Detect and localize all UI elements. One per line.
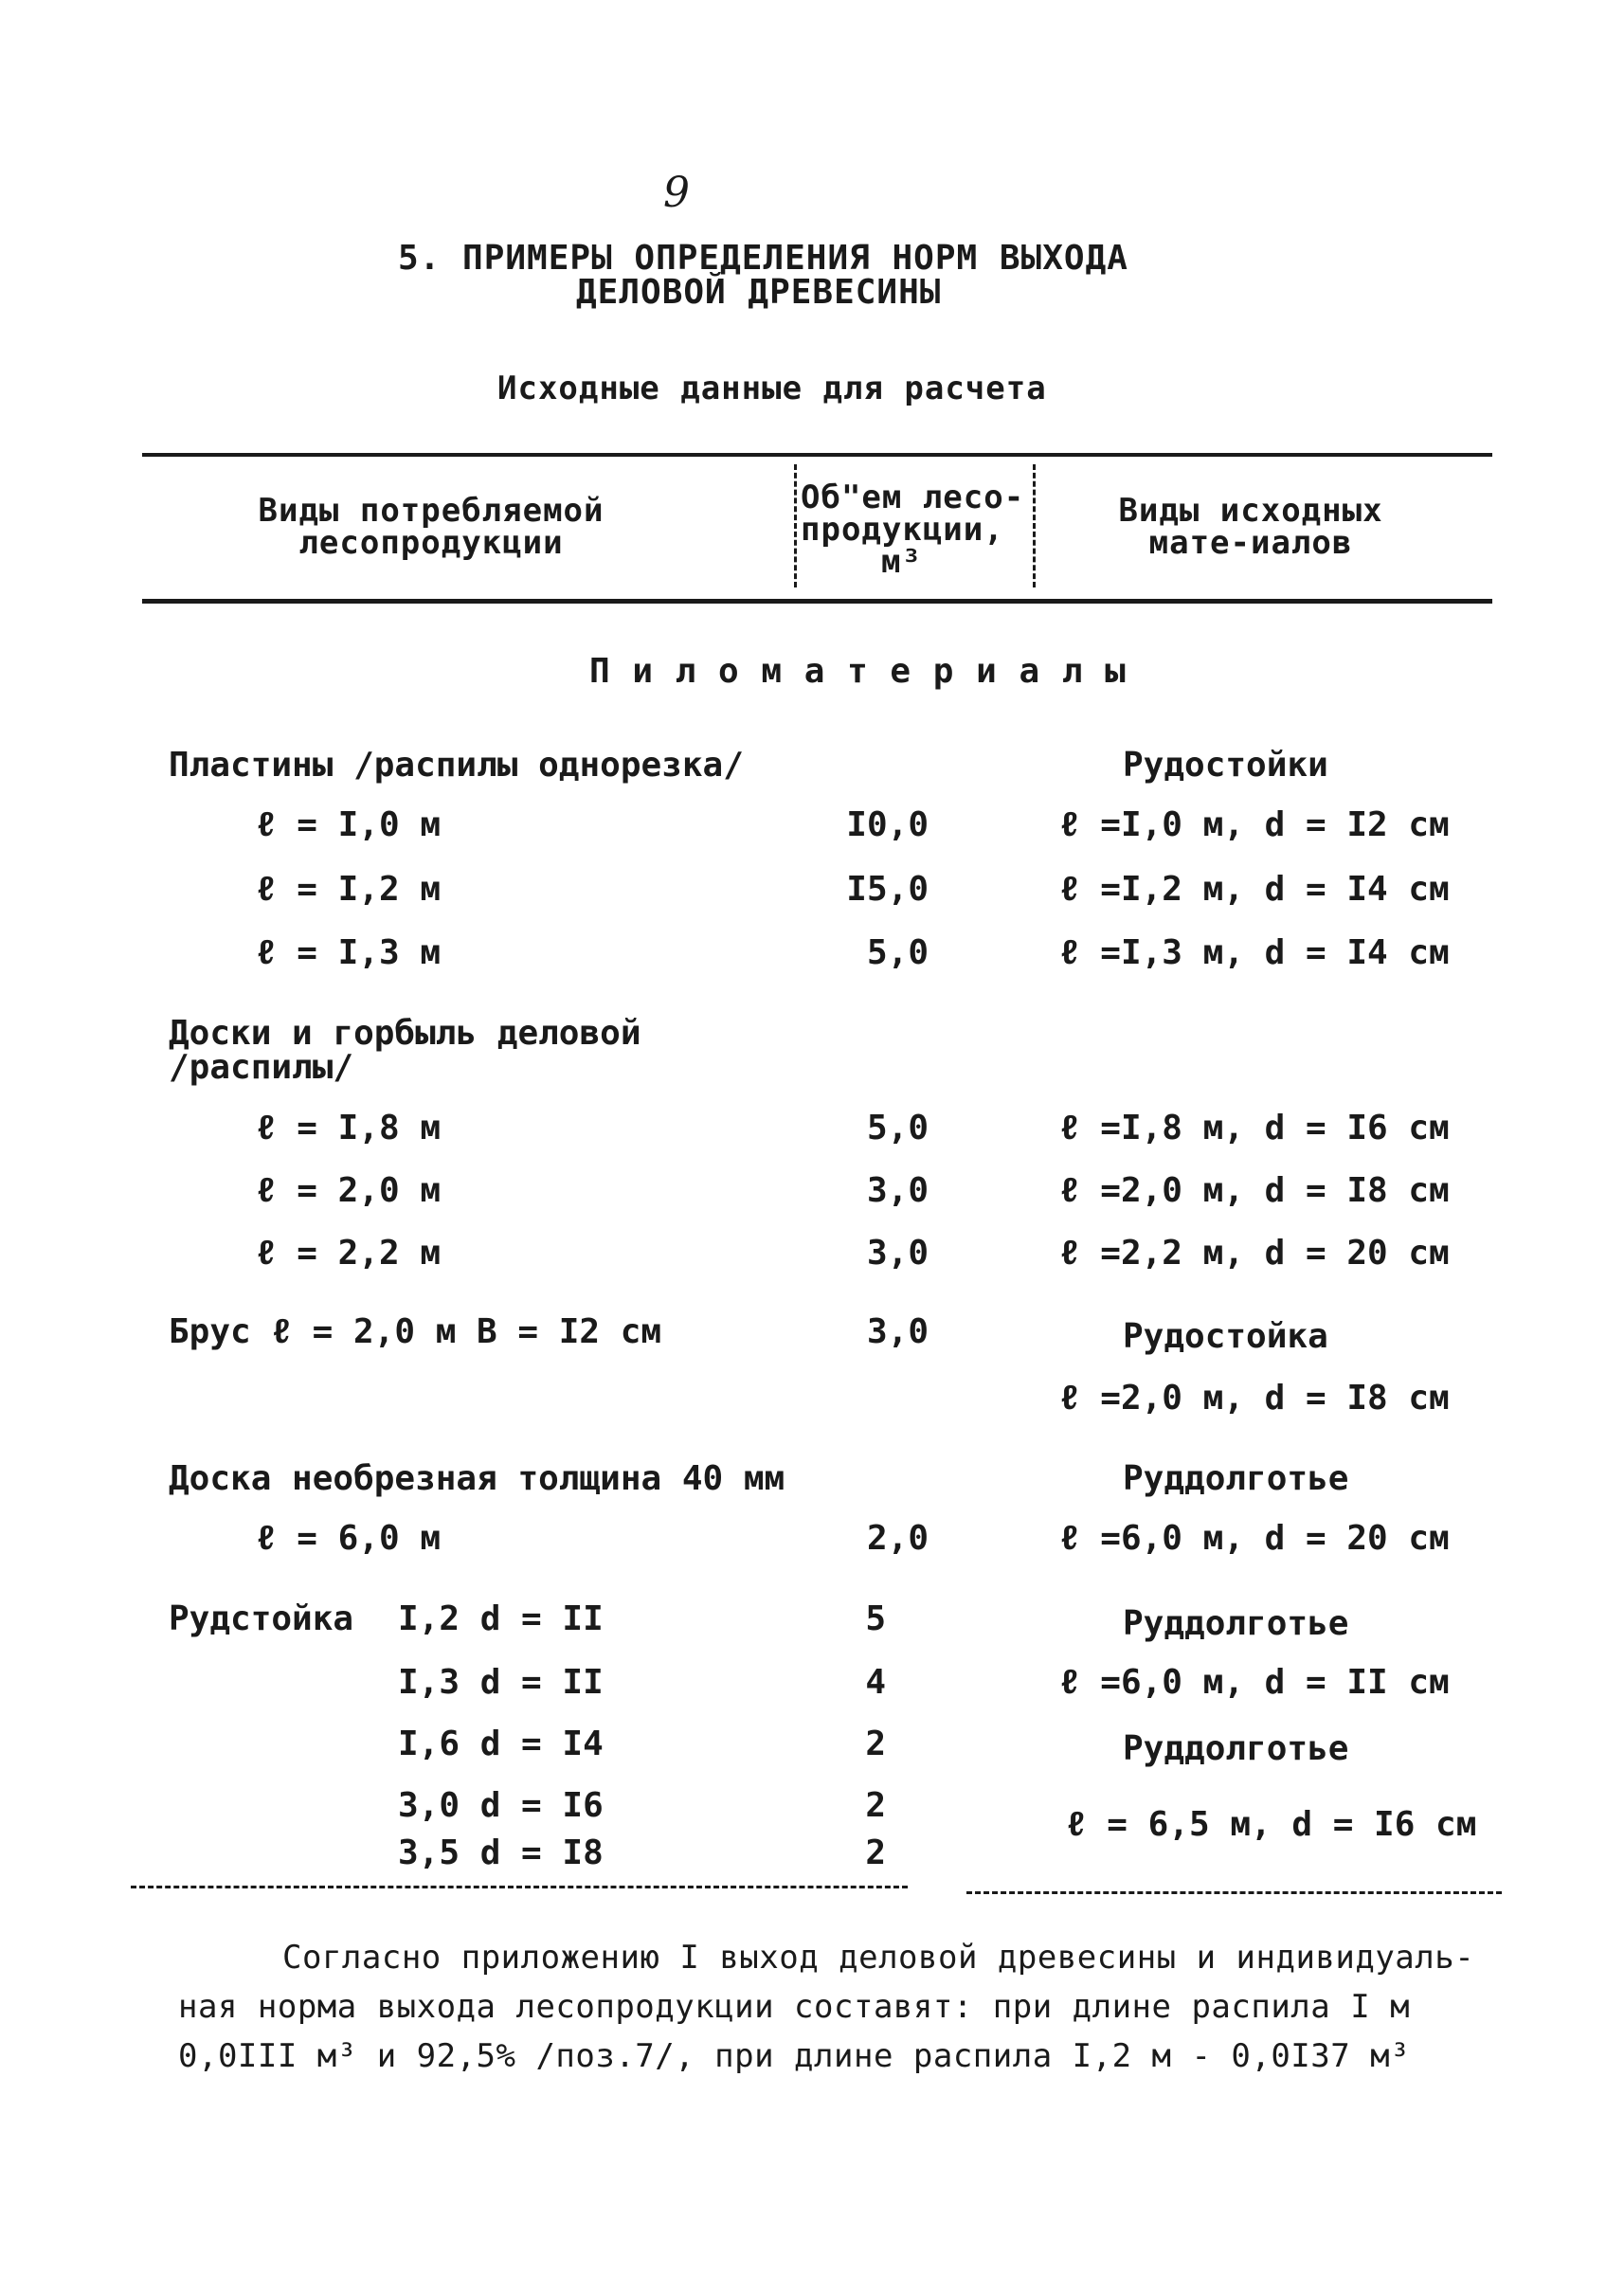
header-col-materials-line2: мате-иалов [1148,524,1353,562]
row-1-volume: I0,0 [846,805,929,844]
row-prop-5-spec: 3,5 d = I8 [398,1833,604,1872]
row-1-length: ℓ = I,0 м [256,805,441,844]
row-unedged-board-label: Доска необрезная толщина 40 мм [169,1459,785,1498]
conclusion-paragraph [178,1933,1474,2081]
row-7-material: ℓ =6,0 м, d = 20 см [1059,1519,1450,1558]
header-col-volume-line2: продукции, [801,511,1004,549]
header-col-products-line1: Виды потребляемой [258,492,604,530]
row-6-length: ℓ = 2,2 м [256,1234,441,1273]
row-3-material: ℓ =I,3 м, d = I4 см [1059,933,1450,972]
header-col-products [218,492,644,562]
header-separator-right [1033,464,1036,587]
row-4-volume: 5,0 [866,1109,929,1147]
header-col-volume-line3: м³ [881,543,922,581]
row-prop-3-spec: I,6 d = I4 [398,1725,604,1763]
title-line-2: ДЕЛОВОЙ ДРЕВЕСИНЫ [576,273,942,312]
row-beam-label: Брус ℓ = 2,0 м B = I2 см [169,1312,662,1351]
row-prop-3-volume: 2 [865,1725,886,1763]
title-line-1: 5. ПРИМЕРЫ ОПРЕДЕЛЕНИЯ НОРМ ВЫХОДА [398,239,1128,278]
row-7-volume: 2,0 [866,1519,929,1558]
row-plates-label: Пластины /распилы однорезка/ [169,746,744,785]
row-5-material: ℓ =2,0 м, d = I8 см [1059,1171,1450,1210]
table-bottom-rule-right [966,1891,1502,1894]
row-6-material: ℓ =2,2 м, d = 20 см [1059,1234,1450,1273]
row-boards-label-line1: Доски и горбыль деловой [169,1014,641,1053]
row-1-material: ℓ =I,0 м, d = I2 см [1059,805,1450,844]
row-unedged-board-material: Руддолготье [1123,1459,1349,1498]
header-col-products-line2: лесопродукции [298,524,564,562]
row-2-material: ℓ =I,2 м, d = I4 см [1059,870,1450,909]
header-col-volume-line1: Об"ем лесо- [801,479,1025,516]
header-col-volume [801,479,1028,581]
header-col-materials-line1: Виды исходных [1118,492,1383,530]
row-4-material: ℓ =I,8 м, d = I6 см [1059,1109,1450,1147]
paragraph-line-3: 0,0III м³ и 92,5% /поз.7/, при длине распила I,2 м - 0,0I37 м³ [178,2037,1411,2075]
row-prop-2-spec: I,3 d = II [398,1663,604,1702]
row-2-volume: I5,0 [846,870,929,909]
section-heading: П и л о м а т е р и а л ы [589,652,1127,691]
row-prop-label: Рудстойка [169,1599,354,1638]
row-7-length: ℓ = 6,0 м [256,1519,441,1558]
table-bottom-rule-left [131,1886,908,1888]
subtitle: Исходные данные для расчета [497,370,1047,407]
row-boards-label-line2: /распилы/ [169,1048,354,1087]
row-prop-4-volume: 2 [865,1786,886,1825]
paragraph-line-2: ная норма выхода лесопродукции составят: при длине распила I м [178,1988,1411,2026]
row-prop-1-spec: I,2 d = II [398,1599,604,1638]
row-4-length: ℓ = I,8 м [256,1109,441,1147]
row-5-length: ℓ = 2,0 м [256,1171,441,1210]
row-beam-material-spec: ℓ =2,0 м, d = I8 см [1059,1379,1450,1418]
table-header-bottom-rule [142,599,1492,604]
row-3-length: ℓ = I,3 м [256,933,441,972]
header-col-materials [1052,492,1450,562]
page-number: 9 [663,169,690,217]
row-6-volume: 3,0 [866,1234,929,1273]
row-beam-material: Рудостойка [1123,1317,1328,1356]
row-beam-volume: 3,0 [866,1312,929,1351]
row-prop-1-material: Руддолготье [1123,1604,1349,1643]
row-prop-2-material: ℓ =6,0 м, d = II см [1059,1663,1450,1702]
row-prop-1-volume: 5 [865,1599,886,1638]
row-prop-2-volume: 4 [865,1663,886,1702]
row-5-volume: 3,0 [866,1171,929,1210]
row-2-length: ℓ = I,2 м [256,870,441,909]
row-plates-material: Рудостойки [1123,746,1328,785]
row-prop-4-spec: 3,0 d = I6 [398,1786,604,1825]
table-top-rule [142,453,1492,457]
row-3-volume: 5,0 [866,933,929,972]
header-separator-left [794,464,797,587]
row-prop-5-volume: 2 [865,1833,886,1872]
row-prop-5-material: ℓ = 6,5 м, d = I6 см [1066,1805,1477,1844]
row-prop-3-material: Руддолготье [1123,1729,1349,1768]
paragraph-line-1: Согласно приложению I выход деловой древесины и индивидуаль- [282,1939,1475,1977]
